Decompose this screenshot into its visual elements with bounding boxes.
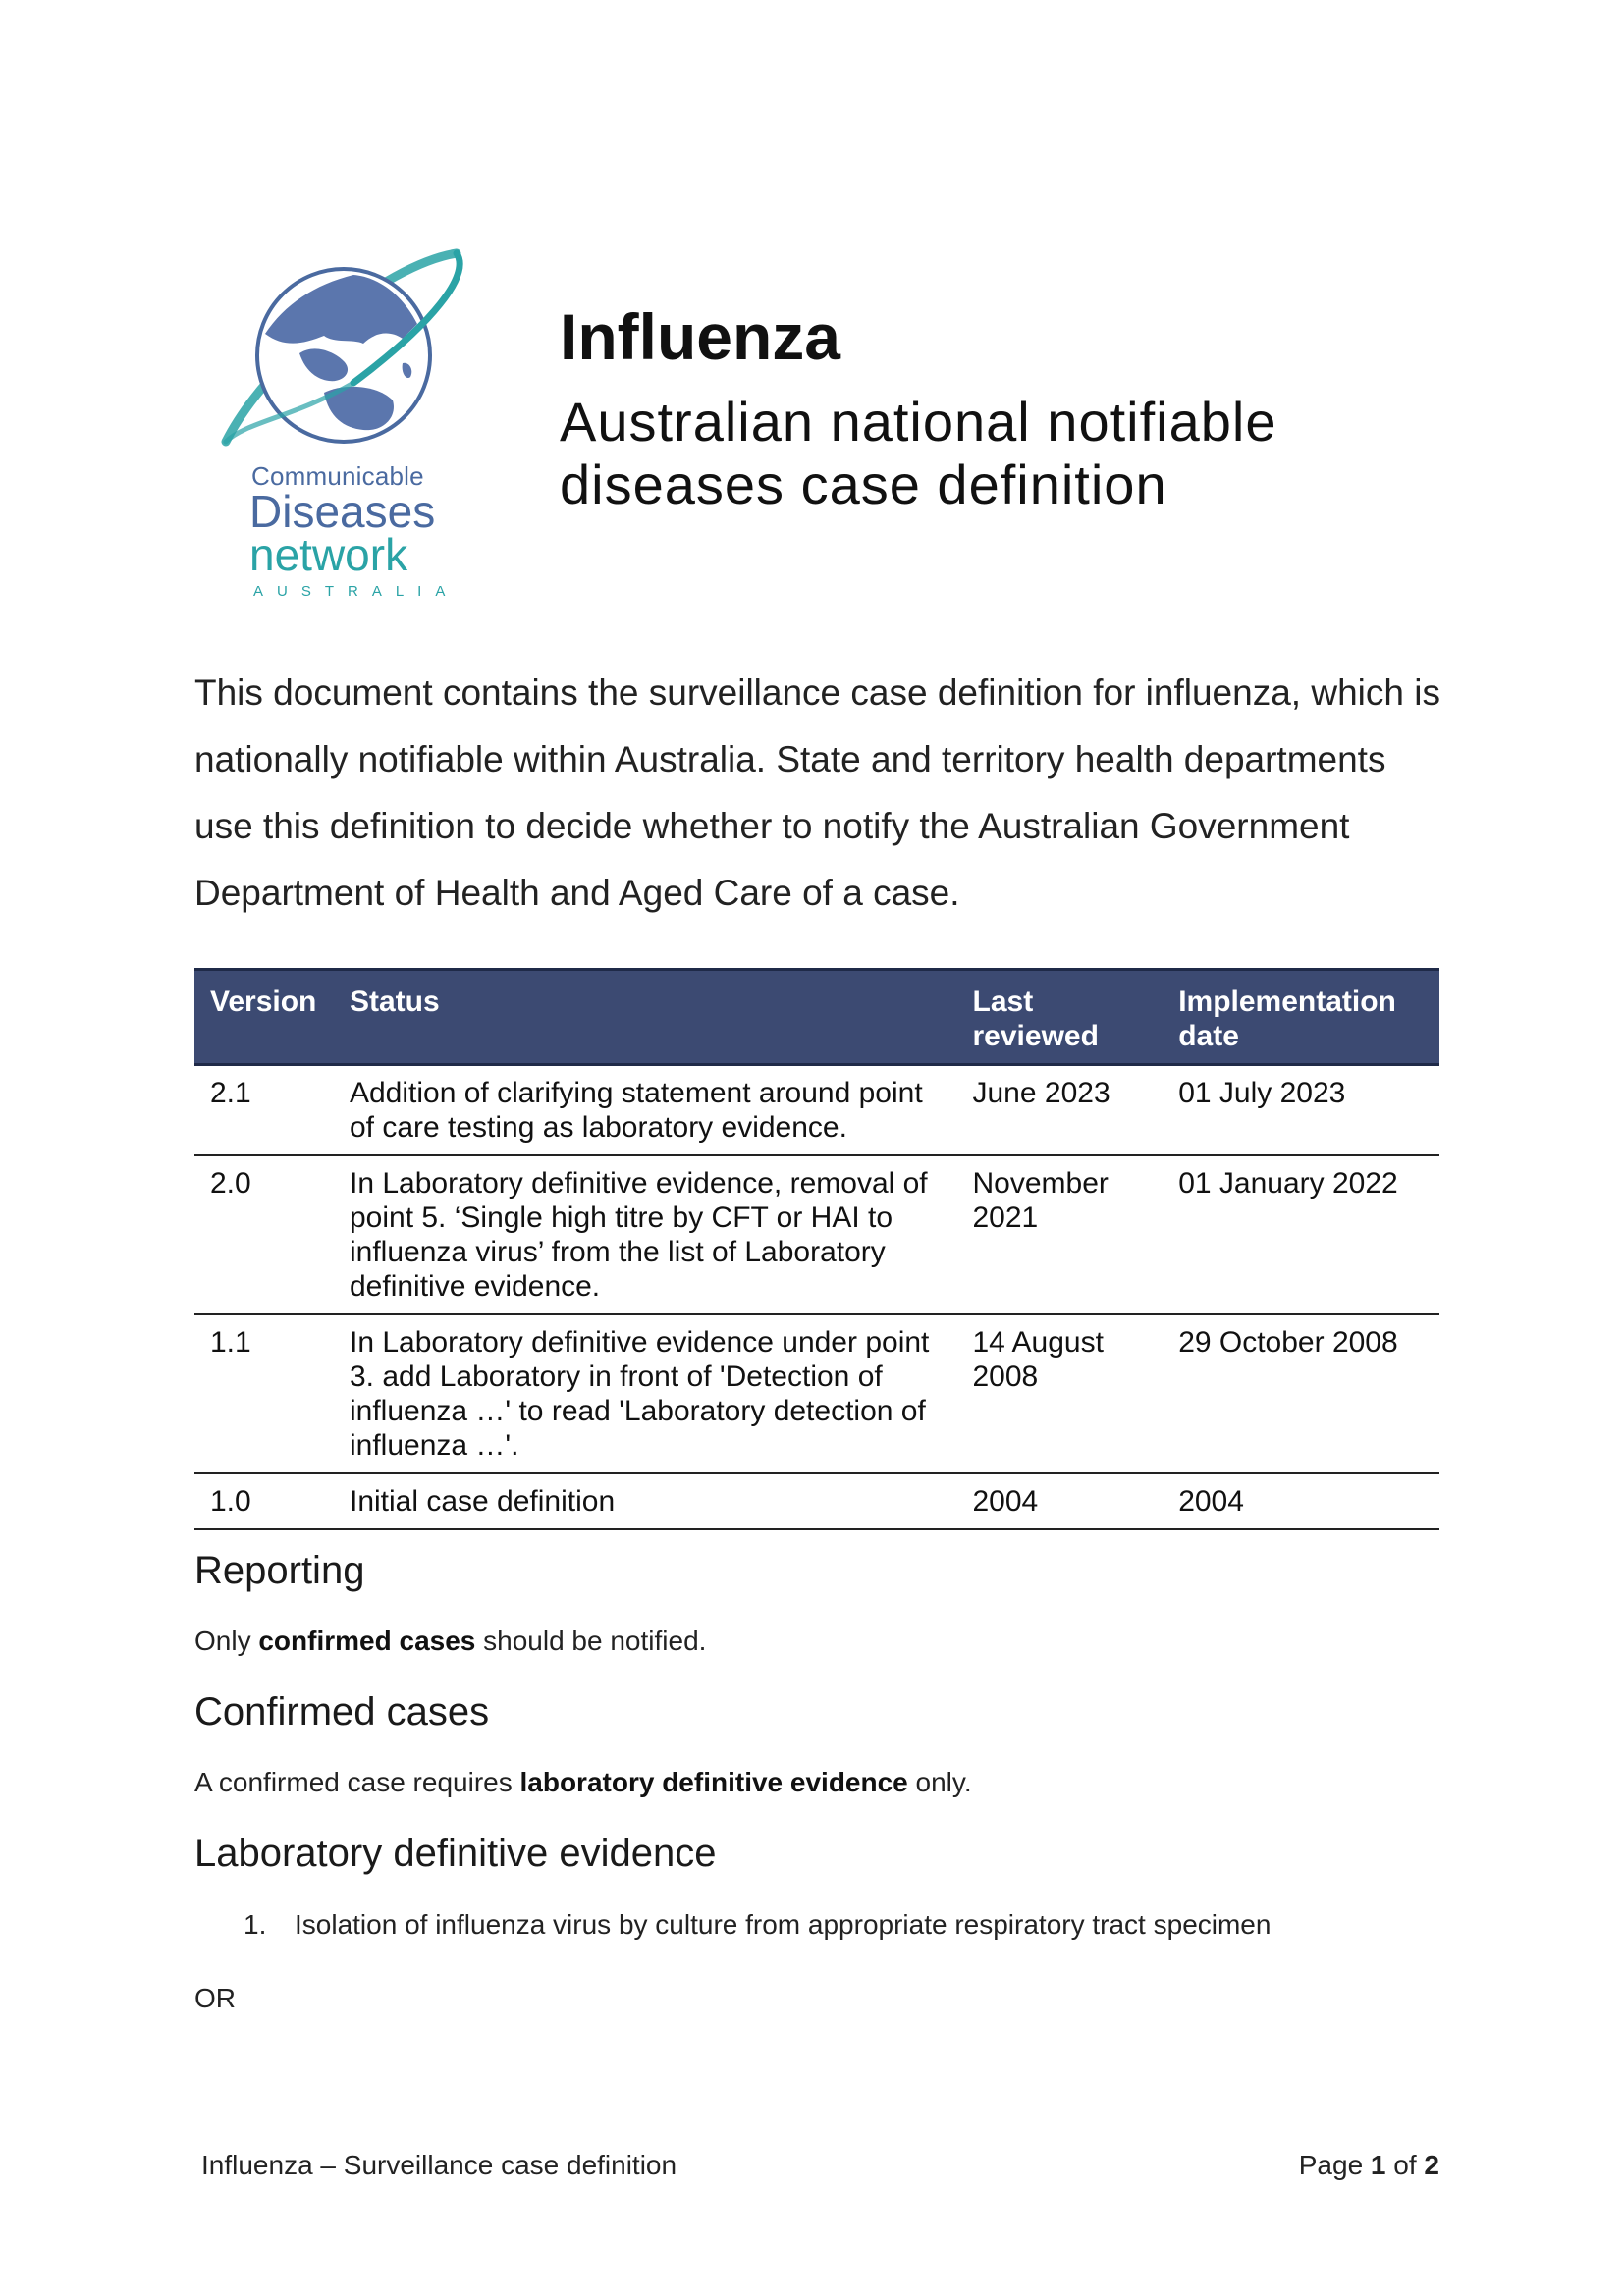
table-row: [194, 1065, 1439, 1156]
footer-document-title: Influenza – Surveillance case definition: [201, 2150, 677, 2180]
or-separator: OR: [194, 1983, 236, 2013]
intro-paragraph: This document contains the surveillance case definition for influenza, which is nationally notifiable within Australia. State and territory health departments use this definition to decide whether to notify the Australian Government Department of Health and Aged Care of a case.: [194, 672, 1440, 913]
cell-last-reviewed: June 2023: [957, 1065, 1164, 1156]
column-header-last-reviewed: Last reviewed: [957, 970, 1164, 1065]
cell-status: In Laboratory definitive evidence under point 3. add Laboratory in front of 'Detection of influenza …' to read 'Laboratory detection of influenza …'.: [334, 1314, 957, 1473]
cell-last-reviewed: 2004: [957, 1473, 1164, 1529]
cell-version: 1.0: [194, 1473, 334, 1529]
confirmed-cases-heading: Confirmed cases: [194, 1690, 490, 1734]
cell-status: Addition of clarifying statement around point of care testing as laboratory evidence.: [334, 1065, 957, 1156]
table-row: [194, 1314, 1439, 1473]
cdna-logo: [206, 245, 471, 609]
list-item-number: 1.: [244, 1909, 267, 1940]
cell-last-reviewed: November 2021: [957, 1155, 1164, 1314]
list-item-text: Isolation of influenza virus by culture from appropriate respiratory tract specimen: [295, 1909, 1272, 1940]
cell-implementation-date: 29 October 2008: [1163, 1314, 1439, 1473]
column-header-status: Status: [334, 970, 957, 1065]
logo-text-australia: AUSTRALIA: [253, 583, 460, 600]
page-subtitle: Australian national notifiable diseases case definition: [560, 391, 1277, 515]
cell-version: 2.0: [194, 1155, 334, 1314]
globe-icon: [206, 245, 471, 461]
footer-page-number: [1299, 2150, 1439, 2181]
cell-implementation-date: 01 July 2023: [1163, 1065, 1439, 1156]
reporting-text-post: should be notified.: [475, 1626, 707, 1656]
table-header-row: [194, 970, 1439, 1065]
confirmed-text-bold: laboratory definitive evidence: [519, 1767, 908, 1797]
cell-version: 2.1: [194, 1065, 334, 1156]
table-row: [194, 1473, 1439, 1529]
footer-page-label: Page: [1298, 2150, 1371, 2180]
column-header-version: Version: [194, 970, 334, 1065]
reporting-heading: Reporting: [194, 1549, 365, 1592]
page-title: Influenza: [560, 300, 841, 373]
cell-implementation-date: 01 January 2022: [1163, 1155, 1439, 1314]
reporting-text-pre: Only: [194, 1626, 259, 1656]
version-history-table: [194, 968, 1439, 1530]
footer-page-total: 2: [1424, 2150, 1439, 2180]
reporting-paragraph: [194, 1626, 706, 1657]
logo-text-diseases: Diseases: [249, 486, 436, 537]
footer-of-label: of: [1385, 2150, 1425, 2180]
table-row: [194, 1155, 1439, 1314]
confirmed-text-pre: A confirmed case requires: [194, 1767, 520, 1797]
confirmed-text-post: only.: [907, 1767, 972, 1797]
cell-last-reviewed: 14 August 2008: [957, 1314, 1164, 1473]
column-header-implementation-date: Implementation date: [1163, 970, 1439, 1065]
confirmed-cases-paragraph: [194, 1767, 972, 1798]
list-item: [244, 1909, 1271, 1941]
cell-implementation-date: 2004: [1163, 1473, 1439, 1529]
cell-status: Initial case definition: [334, 1473, 957, 1529]
logo-text-communicable: Communicable: [251, 461, 424, 491]
reporting-text-bold: confirmed cases: [258, 1626, 476, 1656]
cell-status: In Laboratory definitive evidence, removal of point 5. ‘Single high titre by CFT or HAI to influenza virus’ from the list of Laboratory definitive evidence.: [334, 1155, 957, 1314]
cell-version: 1.1: [194, 1314, 334, 1473]
lab-evidence-heading: Laboratory definitive evidence: [194, 1832, 717, 1875]
footer-page-current: 1: [1370, 2150, 1386, 2180]
logo-text-network: network: [249, 529, 408, 580]
